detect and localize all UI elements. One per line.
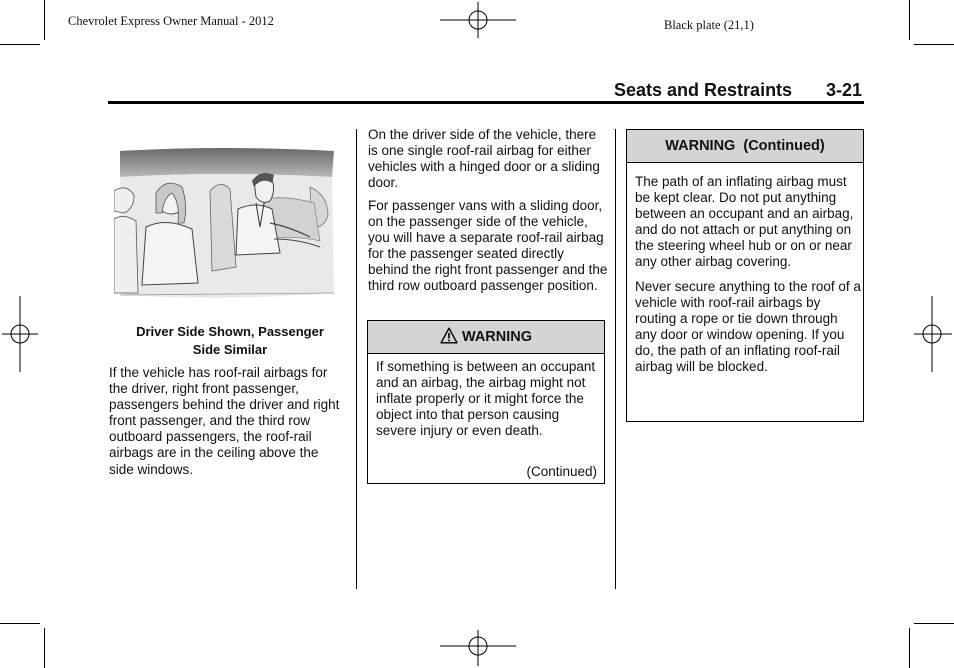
column-divider (356, 129, 357, 589)
column2-paragraph-1: On the driver side of the vehicle, there is one single roof-rail airbag for either vehicles with a hinged door or a sliding door. (368, 127, 600, 191)
page-number: 3-21 (826, 80, 863, 100)
column2-paragraph-2: For passenger vans with a sliding door, on the passenger side of the vehicle, you will have a separate roof-rail airbag for the passenger seated directly behind the right front passenger and the third row outboard passenger position. (368, 198, 608, 294)
column-divider (615, 129, 616, 589)
crop-mark (0, 44, 40, 45)
crop-mark (44, 628, 45, 668)
crop-mark (0, 623, 40, 624)
warning-continued-paragraph-1: The path of an inflating airbag must be kept clear. Do not put anything between an occupant and an airbag, and do not attach or put anything on the steering wheel hub or on or near any other airbag covering. (635, 174, 854, 270)
figure-caption (109, 323, 351, 359)
crop-mark (909, 0, 910, 40)
figure-caption-line: Side Similar (192, 342, 268, 357)
warning-text: If something is between an occupant and an airbag, the airbag might not inflate properly or it might force the object into that person causing severe injury or even death. (376, 359, 596, 439)
registration-mark-icon (440, 628, 516, 668)
warning-continued-body (635, 174, 861, 375)
section-title: Seats and Restraints (614, 80, 793, 100)
warning-continued-box (626, 129, 864, 422)
registration-mark-icon (0, 296, 40, 372)
header-rule (108, 101, 864, 104)
crop-mark (909, 628, 910, 668)
crop-mark (44, 0, 45, 40)
airbag-illustration (114, 143, 338, 306)
warning-continued-heading: WARNING (Continued) (627, 130, 863, 163)
warning-triangle-icon (440, 327, 458, 344)
figure-caption-line: Driver Side Shown, Passenger (136, 324, 324, 339)
warning-heading: WARNING (461, 329, 533, 345)
warning-box (367, 320, 605, 484)
warning-header (368, 321, 604, 354)
plate-label: Black plate (21,1) (664, 18, 754, 32)
warning-continued-paragraph-2: Never secure anything to the roof of a vehicle with roof-rail airbags by routing a rope or tie down through any door or window opening. If you do, the path of an inflating roof-rail airbag will be blocked. (635, 278, 861, 375)
column1-paragraph: If the vehicle has roof-rail airbags for the driver, right front passenger, passengers behind the driver and right front passenger, and the third row outboard passengers, the roof-rail airbags are in the ceiling above the side windows. (109, 365, 340, 477)
crop-mark (914, 44, 954, 45)
registration-mark-icon (440, 0, 516, 40)
crop-mark (914, 623, 954, 624)
continued-label: (Continued) (526, 464, 597, 479)
registration-mark-icon (914, 296, 954, 372)
manual-title: Chevrolet Express Owner Manual - 2012 (68, 14, 274, 28)
